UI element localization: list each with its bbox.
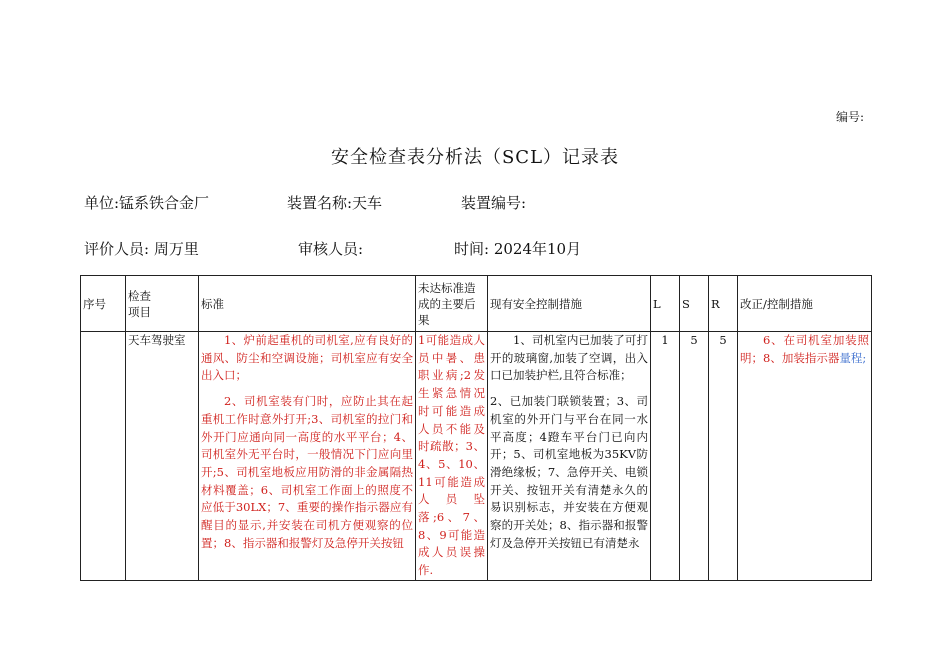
cell-index <box>81 332 126 581</box>
measures-para-2: 2、已加装门联锁装置；3、司机室的外开门与平台在同一水平高度；4蹬车平台门已向内开；5、司机室地板为35KV防滑绝缘板；7、急停开关、电锁开关、按钮开关有清楚永久的易识别标志，并安装在方便观察的开关处；8、指示器和报警灯及急停开关按钮已有清楚永 <box>490 394 648 550</box>
col-header-correction: 改正/控制措施 <box>738 276 872 332</box>
correction-text <box>740 332 869 367</box>
col-header-index: 序号 <box>81 276 126 332</box>
col-header-l: L <box>651 276 680 332</box>
unit-field: 单位:锰系铁合金厂 <box>84 194 210 212</box>
cell-r: 5 <box>709 332 738 581</box>
cell-measures <box>488 332 651 581</box>
correction-red-text: 6、在司机室加装照明；8、加装指示器 <box>740 333 869 365</box>
doc-number-label: 编号: <box>836 110 865 124</box>
cell-item: 天车驾驶室 <box>126 332 199 581</box>
cell-correction <box>738 332 872 581</box>
device-number-field: 装置编号: <box>461 194 527 212</box>
cell-standard <box>199 332 416 581</box>
reviewer-field: 审核人员: <box>298 240 364 258</box>
time-field: 时间: 2024年10月 <box>454 240 582 258</box>
col-header-r: R <box>709 276 738 332</box>
scl-record-table <box>80 275 872 581</box>
standard-para-1: 1、炉前起重机的司机室,应有良好的通风、防尘和空调设施；司机室应有安全出入口； <box>201 333 413 383</box>
evaluator-field: 评价人员: 周万里 <box>84 240 199 258</box>
cell-l: 1 <box>651 332 680 581</box>
col-header-item-line2: 项目 <box>128 304 151 319</box>
cell-consequence <box>416 332 488 581</box>
table-row <box>81 332 872 581</box>
col-header-s: S <box>680 276 709 332</box>
device-name-field: 装置名称:天车 <box>287 194 383 212</box>
correction-blue-text: 量程; <box>839 350 867 365</box>
measures-para-1: 1、司机室内已加装了可打开的玻璃窗,加装了空调，出入口已加装护栏,且符合标准； <box>490 333 648 383</box>
consequence-text: 1可能造成人员中暑、患职业病;2发生紧急情况时可能造成人员不能及时疏散；3、4、5、10、11可能造成人员坠落;6、7、8、9可能造成人员误操作. <box>418 333 485 578</box>
page-title: 安全检查表分析法（SCL）记录表 <box>330 147 620 168</box>
col-header-measures: 现有安全控制措施 <box>488 276 651 332</box>
table-header-row <box>81 276 872 332</box>
col-header-consequence: 未达标准造成的主要后果 <box>416 276 488 332</box>
col-header-item-line1: 检查 <box>128 288 151 303</box>
cell-s: 5 <box>680 332 709 581</box>
standard-para-2: 2、司机室装有门时，应防止其在起重机工作时意外打开;3、司机室的拉门和外开门应通向同一高度的水平平台；4、司机室外无平台时，一般情况下门应向里开;5、司机室地板应用防滑的非金属隔热材料覆盖；6、司机室工作面上的照度不应低于30LX；7、重要的操作指示器应有醒目的显示,并安装在司机方便观察的位置；8、指示器和报警灯及急停开关按钮 <box>201 394 413 550</box>
col-header-standard: 标准 <box>199 276 416 332</box>
col-header-item <box>126 276 199 332</box>
